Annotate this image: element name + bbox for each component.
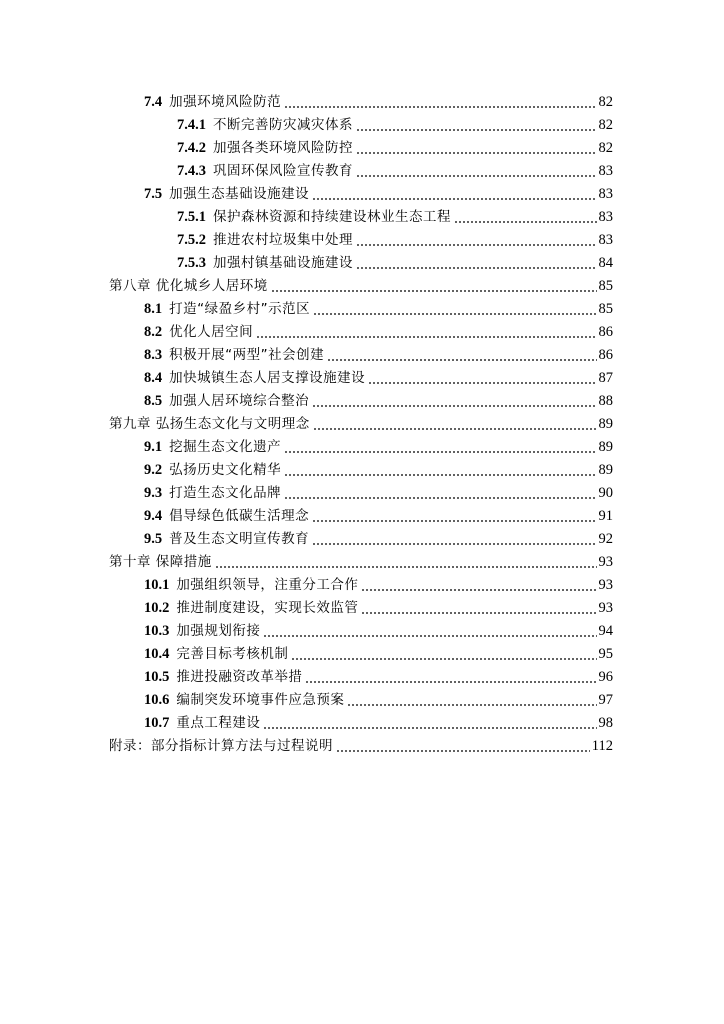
toc-entry[interactable] — [144, 479, 613, 502]
toc-entry-title: 加强村镇基础设施建设 — [213, 255, 353, 271]
toc-entry-page: 95 — [598, 646, 613, 662]
dot-leader — [347, 704, 596, 706]
toc-entry-page: 92 — [598, 531, 613, 547]
toc-entry-page: 83 — [598, 209, 613, 225]
toc-entry-title: 推进制度建设，实现长效监管 — [176, 600, 359, 616]
toc-entry[interactable] — [144, 525, 613, 548]
toc-entry-page: 86 — [598, 347, 613, 363]
toc-entry-number: 9.5 — [144, 531, 163, 547]
toc-entry-page: 93 — [598, 577, 613, 593]
toc-entry-title: 编制突发环境事件应急预案 — [176, 692, 345, 708]
toc-entry-page: 84 — [598, 255, 613, 271]
toc-entry-number: 7.5.1 — [177, 209, 206, 225]
toc-entry-title: 普及生态文明宣传教育 — [169, 531, 310, 547]
dot-leader — [284, 106, 596, 108]
toc-entry-page: 93 — [598, 600, 613, 616]
dot-leader — [361, 589, 596, 591]
toc-entry-page: 82 — [598, 140, 613, 156]
toc-entry-page: 94 — [598, 623, 613, 639]
toc-entry-title: 加强规划衔接 — [176, 623, 261, 639]
toc-entry-page: 90 — [598, 485, 613, 501]
dot-leader — [215, 566, 597, 568]
toc-entry[interactable] — [109, 410, 613, 433]
toc-entry-number: 8.4 — [144, 370, 163, 386]
dot-leader — [271, 290, 597, 292]
toc-entry-number: 7.5.2 — [177, 232, 206, 248]
toc-entry[interactable] — [144, 341, 613, 364]
toc-entry[interactable] — [177, 134, 613, 157]
toc-entry-title: 倡导绿色低碳生活理念 — [169, 508, 310, 524]
toc-entry[interactable] — [177, 111, 613, 134]
dot-leader — [313, 313, 596, 315]
toc-entry-number: 7.4 — [144, 94, 163, 110]
toc-entry-title: 积极开展“两型”社会创建 — [169, 347, 325, 363]
toc-entry[interactable] — [144, 686, 613, 709]
dot-leader — [291, 658, 596, 660]
toc-entry[interactable] — [144, 709, 613, 732]
toc-entry[interactable] — [144, 640, 613, 663]
toc-entry-number: 9.1 — [144, 439, 163, 455]
toc-entry-number: 9.2 — [144, 462, 163, 478]
toc-entry[interactable] — [177, 203, 613, 226]
dot-leader — [284, 474, 596, 476]
toc-entry-page: 89 — [598, 416, 613, 432]
toc-entry[interactable] — [177, 249, 613, 272]
toc-entry-title: 加强组织领导，注重分工合作 — [176, 577, 359, 593]
toc-entry[interactable] — [144, 433, 613, 456]
toc-entry[interactable] — [177, 226, 613, 249]
toc-entry-title: 不断完善防灾减灾体系 — [213, 117, 353, 133]
dot-leader — [313, 428, 597, 430]
dot-leader — [305, 681, 596, 683]
toc-entry-page: 87 — [598, 370, 613, 386]
toc-entry-page: 112 — [591, 738, 613, 754]
dot-leader — [312, 198, 596, 200]
toc-entry-number: 7.4.2 — [177, 140, 206, 156]
toc-entry-page: 85 — [598, 278, 613, 294]
toc-entry[interactable] — [109, 732, 613, 755]
toc-entry[interactable] — [144, 663, 613, 686]
toc-entry-page: 93 — [598, 554, 613, 570]
toc-entry[interactable] — [144, 456, 613, 479]
toc-entry-title: 加强各类环境风险防控 — [213, 140, 353, 156]
toc-entry[interactable] — [144, 180, 613, 203]
toc-entry-page: 83 — [598, 163, 613, 179]
toc-entry[interactable] — [144, 594, 613, 617]
toc-entry-page: 91 — [598, 508, 613, 524]
toc-entry-number: 10.5 — [144, 669, 170, 685]
toc-entry-number: 7.5.3 — [177, 255, 206, 271]
toc-entry[interactable] — [144, 387, 613, 410]
toc-entry-page: 83 — [598, 186, 613, 202]
toc-entry-number: 10.1 — [144, 577, 170, 593]
toc-entry-number: 8.2 — [144, 324, 163, 340]
toc-entry-title: 弘扬历史文化精华 — [169, 462, 282, 478]
toc-entry[interactable] — [144, 502, 613, 525]
dot-leader — [312, 543, 596, 545]
toc-entry-page: 83 — [598, 232, 613, 248]
toc-entry-title: 完善目标考核机制 — [176, 646, 289, 662]
dot-leader — [312, 520, 596, 522]
toc-entry-title: 巩固环保风险宣传教育 — [213, 163, 353, 179]
toc-entry-number: 10.3 — [144, 623, 170, 639]
toc-entry-title: 重点工程建设 — [176, 715, 261, 731]
dot-leader — [327, 359, 596, 361]
toc-entry-number: 10.6 — [144, 692, 170, 708]
toc-entry-title: 打造生态文化品牌 — [169, 485, 282, 501]
toc-entry[interactable] — [109, 272, 613, 295]
toc-entry-number: 10.4 — [144, 646, 170, 662]
dot-leader — [312, 405, 596, 407]
toc-entry[interactable] — [144, 571, 613, 594]
toc-entry-page: 88 — [598, 393, 613, 409]
toc-entry-title: 第十章 保障措施 — [109, 554, 212, 570]
toc-entry-title: 附录：部分指标计算方法与过程说明 — [109, 738, 333, 754]
toc-entry-title: 推进投融资改革举措 — [176, 669, 303, 685]
toc-entry-page: 86 — [598, 324, 613, 340]
toc-entry-number: 10.2 — [144, 600, 170, 616]
toc-entry[interactable] — [144, 617, 613, 640]
toc-entry-number: 10.7 — [144, 715, 170, 731]
dot-leader — [256, 336, 596, 338]
dot-leader — [263, 727, 596, 729]
dot-leader — [368, 382, 596, 384]
toc-entry-title: 加强人居环境综合整治 — [169, 393, 310, 409]
dot-leader — [284, 497, 596, 499]
dot-leader — [356, 244, 597, 246]
toc-entry-title: 优化人居空间 — [169, 324, 254, 340]
toc-entry[interactable] — [144, 295, 613, 318]
toc-entry[interactable] — [177, 157, 613, 180]
toc-entry-number: 8.3 — [144, 347, 163, 363]
toc-entry-title: 挖掘生态文化遗产 — [169, 439, 282, 455]
toc-entry-number: 7.5 — [144, 186, 163, 202]
dot-leader — [336, 750, 590, 752]
toc-entry-number: 7.4.3 — [177, 163, 206, 179]
dot-leader — [356, 152, 597, 154]
toc-entry-page: 97 — [598, 692, 613, 708]
toc-entry-page: 85 — [598, 301, 613, 317]
toc-entry-title: 加快城镇生态人居支撑设施建设 — [169, 370, 366, 386]
toc-entry-page: 89 — [598, 439, 613, 455]
toc-entry[interactable] — [144, 88, 613, 111]
dot-leader — [356, 267, 597, 269]
toc-entry-title: 保护森林资源和持续建设林业生态工程 — [213, 209, 451, 225]
toc-entry-title: 第九章 弘扬生态文化与文明理念 — [109, 416, 310, 432]
toc-entry-number: 8.5 — [144, 393, 163, 409]
toc-entry-title: 加强环境风险防范 — [169, 94, 282, 110]
toc-entry-page: 98 — [598, 715, 613, 731]
dot-leader — [361, 612, 596, 614]
toc-entry[interactable] — [144, 318, 613, 341]
toc-entry-title: 推进农村垃圾集中处理 — [213, 232, 353, 248]
dot-leader — [454, 221, 597, 223]
toc-entry-number: 7.4.1 — [177, 117, 206, 133]
dot-leader — [284, 451, 596, 453]
dot-leader — [263, 635, 596, 637]
toc-entry-page: 82 — [598, 117, 613, 133]
dot-leader — [356, 129, 597, 131]
toc-entry[interactable] — [109, 548, 613, 571]
toc-entry-number: 9.3 — [144, 485, 163, 501]
toc-entry-title: 加强生态基础设施建设 — [169, 186, 310, 202]
dot-leader — [356, 175, 597, 177]
toc-entry-title: 打造“绿盈乡村”示范区 — [169, 301, 311, 317]
toc-entry-title: 第八章 优化城乡人居环境 — [109, 278, 268, 294]
toc-entry-number: 8.1 — [144, 301, 163, 317]
toc-entry[interactable] — [144, 364, 613, 387]
toc-entry-number: 9.4 — [144, 508, 163, 524]
toc-entry-page: 96 — [598, 669, 613, 685]
toc-entry-page: 89 — [598, 462, 613, 478]
toc-entry-page: 82 — [598, 94, 613, 110]
